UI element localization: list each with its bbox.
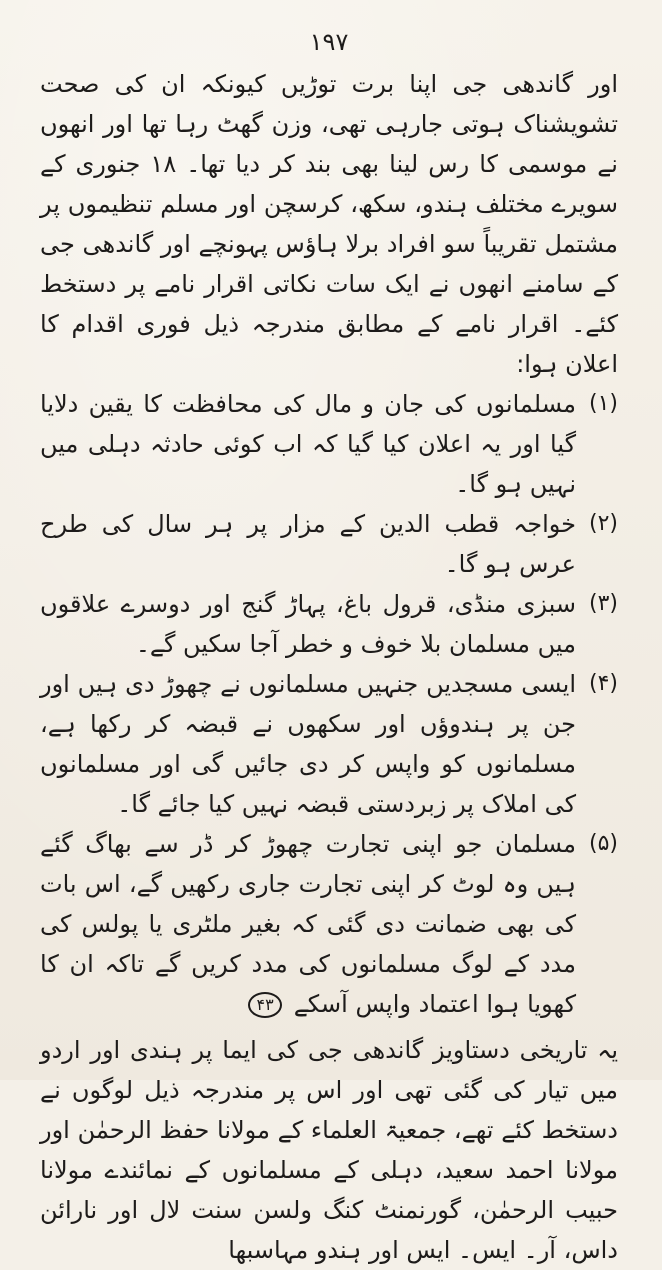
list-item-number: (۱) xyxy=(588,391,618,416)
list-item-text xyxy=(40,824,576,1024)
list-item xyxy=(40,504,618,584)
list-item-body: مسلمان جو اپنی تجارت چھوڑ کر ڈر سے بھاگ گئے ہیں وہ لوٹ کر اپنی تجارت جاری رکھیں گے، اس بات کی بھی ضمانت دی گئی کہ بغیر ملٹری یا پولس کی مدد کے لوگ مسلمانوں کی مدد کریں گے تاکہ ان کا کھویا ہوا اعتماد واپس آسکے xyxy=(40,830,576,1018)
list-item-number: (۴) xyxy=(588,671,618,696)
page-number: ۱۹۷ xyxy=(309,28,349,56)
list-item-text: سبزی منڈی، قرول باغ، پہاڑ گنج اور دوسرے علاقوں میں مسلمان بلا خوف و خطر آجا سکیں گے۔ xyxy=(40,590,576,658)
list-item-number: (۵) xyxy=(588,831,618,856)
list-item xyxy=(40,664,618,824)
list-item xyxy=(40,824,618,1024)
intro-paragraph: اور گاندھی جی اپنا برت توڑیں کیونکہ ان کی صحت تشویشناک ہوتی جارہی تھی، وزن گھٹ رہا تھا اور انھوں نے موسمی کا رس لینا بھی بند کر دیا تھا۔ ۱۸ جنوری کے سویرے مختلف ہندو، سکھ، کرسچن اور مسلم تنظیموں پر مشتمل تقریباً سو افراد برلا ہاؤس پہونچے اور گاندھی جی کے سامنے انھوں نے ایک سات نکاتی اقرار نامے پر دستخط کئے۔ اقرار نامے کے مطابق مندرجہ ذیل فوری اقدام کا اعلان ہوا: xyxy=(40,70,618,378)
list-item-number: (۲) xyxy=(588,511,618,536)
footnote-reference: ۴۳ xyxy=(248,992,282,1018)
list-item xyxy=(40,584,618,664)
list-item-text: خواجہ قطب الدین کے مزار پر ہر سال کی طرح عرس ہو گا۔ xyxy=(40,510,576,578)
list-item-number: (۳) xyxy=(588,591,618,616)
page-content xyxy=(40,64,618,1270)
list-item-text: مسلمانوں کی جان و مال کی محافظت کا یقین دلایا گیا اور یہ اعلان کیا گیا کہ اب کوئی حادثہ دہلی میں نہیں ہو گا۔ xyxy=(40,390,576,498)
list-item xyxy=(40,384,618,504)
list-item-text: ایسی مسجدیں جنہیں مسلمانوں نے چھوڑ دی ہیں اور جن پر ہندوؤں اور سکھوں نے قبضہ کر رکھا ہے، مسلمانوں کو واپس کر دی جائیں گی اور مسلمانوں کی املاک پر زبردستی قبضہ نہیں کیا جائے گا۔ xyxy=(40,670,576,818)
closing-paragraph: یہ تاریخی دستاویز گاندھی جی کی ایما پر ہندی اور اردو میں تیار کی گئی تھی اور اس پر مندرجہ ذیل لوگوں نے دستخط کئے تھے، جمعیۃ العلماء کے مولانا حفظ الرحمٰن اور مولانا احمد سعید، دہلی کے مسلمانوں کے نمائندے مولانا حبیب الرحمٰن، گورنمنٹ کنگ ولسن سنت لال اور نارائن داس، آر۔ ایس۔ ایس اور ہندو مہاسبھا xyxy=(40,1036,618,1264)
